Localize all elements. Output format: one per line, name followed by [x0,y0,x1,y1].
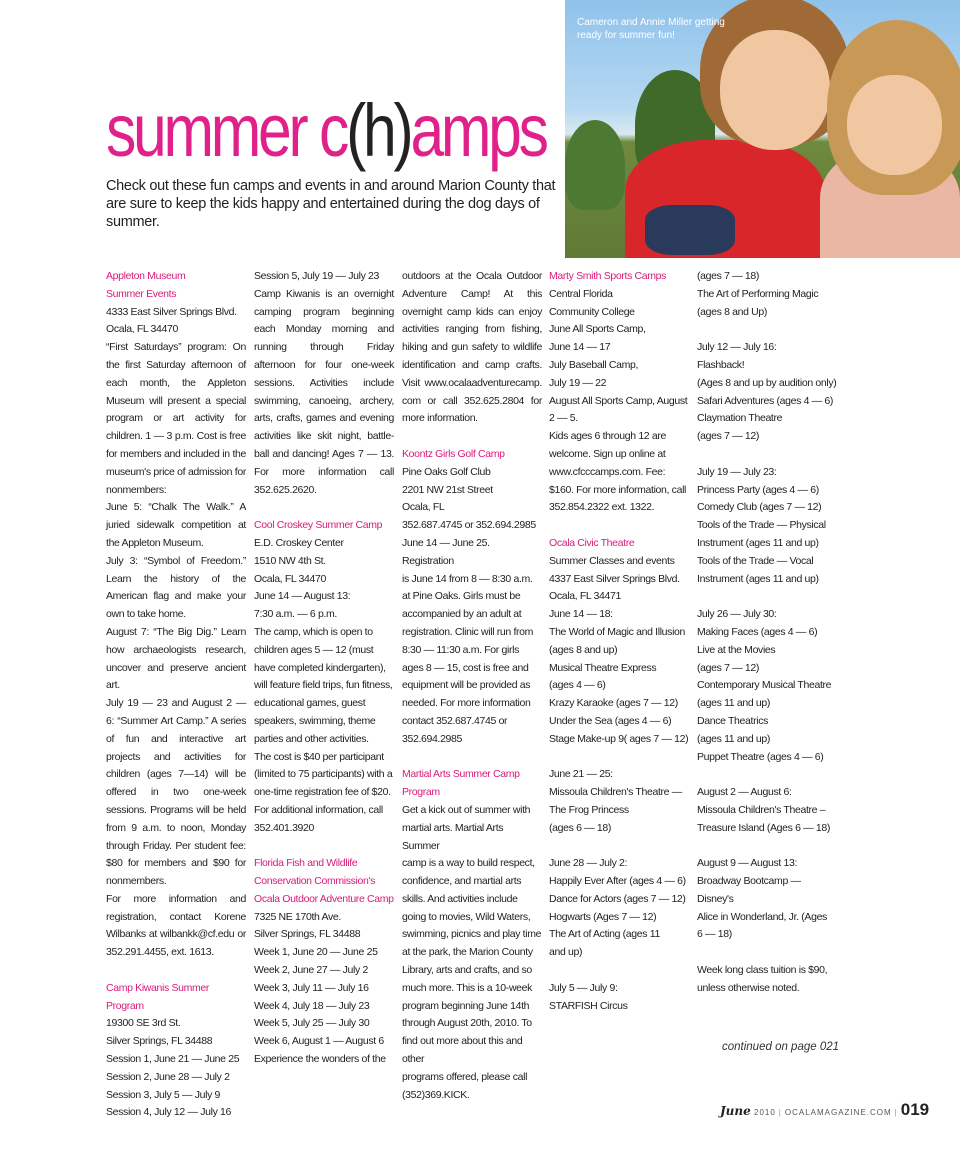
listing-line: registration. Clinic will run from [402,625,534,638]
listing-line: Get a kick out of summer with [402,803,531,816]
listing-heading: Conservation Commission's [254,875,376,888]
listing-line: Dance Theatrics [697,714,769,727]
listing-line: June 14 — 17 [549,341,611,354]
listing-line: For additional information, call [254,803,383,816]
title-part-3: amps [410,89,546,172]
listing-heading: Camp Kiwanis Summer Program [106,981,210,1012]
listing-line: 352.694.2985 [402,732,463,745]
listing-line: program beginning June 14th [402,999,530,1012]
listing-line: 4333 East Silver Springs Blvd. [106,305,237,318]
listing-line: June 21 — 25: [549,768,613,781]
listing-line: June 14 — August 13: [254,590,351,603]
listing-line: Comedy Club (ages 7 — 12) [697,501,822,514]
listing-line: 352.687.4745 or 352.694.2985 [402,519,536,532]
listing-line: www.cfcccamps.com. Fee: [549,465,666,478]
listing-line: Session 3, July 5 — July 9 [106,1088,221,1101]
listing-heading: Ocala Outdoor Adventure Camp [254,892,394,905]
footer-month: June [720,1104,751,1118]
listing-line: Silver Springs, FL 34488 [254,928,361,941]
listing-line: July 26 — July 30: [697,608,777,621]
listing-line: (ages 8 and Up) [697,305,768,318]
listing-line: Week 6, August 1 — August 6 [254,1035,384,1048]
listing-line: 7:30 a.m. — 6 p.m. [254,608,337,621]
listing-line: at the park, the Marion County [402,946,533,959]
listing-line: 1510 NW 4th St. [254,554,326,567]
listing-line: 2201 NW 21st Street [402,483,493,496]
block-spacer [106,962,246,980]
listing-line: Missoula Children's Theatre – [697,803,826,816]
footer-separator: | [894,1108,898,1117]
listing-line: Community College [549,305,635,318]
listing-line: have completed kindergarten), [254,661,386,674]
listing-line: martial arts. Martial Arts Summer [402,821,504,852]
body-paragraph: outdoors at the Ocala Outdoor Adventure Camp! At this overnight camp kids can enjoy activities ranging from fishing, hiking and gun safety to wildlife identification and camp crafts. Visit www.ocalaadventurecamp. com or call 352.625.2804 for more information. [402,270,542,425]
listing-line: Session 2, June 28 — July 2 [106,1070,230,1083]
listing-line: July 5 — July 9: [549,981,618,994]
listing-line: Silver Springs, FL 34488 [106,1035,213,1048]
listing-line: unless otherwise noted. [697,981,800,994]
listing-line: The Frog Princess [549,803,629,816]
listing-line: August 2 — August 6: [697,786,792,799]
listing-line: Pine Oaks Golf Club [402,465,491,478]
listing-line: is June 14 from 8 — 8:30 a.m. [402,572,533,585]
listing-line: (Ages 8 and up by audition only) [697,376,837,389]
listing-line: The Art of Acting (ages 11 [549,928,660,941]
listing-line: equipment will be provided as [402,679,531,692]
listing-line: Making Faces (ages 4 — 6) [697,625,818,638]
listing-line: Alice in Wonderland, Jr. (Ages [697,910,827,923]
listing-line: parties and other activities. [254,732,369,745]
listing-line: July Baseball Camp, [549,358,639,371]
listing-line: Week 5, July 25 — July 30 [254,1017,370,1030]
block-spacer [549,838,689,856]
listing-line: Contemporary Musical Theatre [697,679,832,692]
block-spacer [697,838,837,856]
listing-line: (ages 11 and up) [697,697,771,710]
listing-line: The camp, which is open to [254,625,373,638]
listing-line: Ocala, FL [402,501,445,514]
body-paragraph: Camp Kiwanis is an overnight camping program beginning each Monday morning and running through Friday afternoon for four one-week sessions. Activities include swimming, canoeing, archery, arts, crafts, games and evening activities like skit night, battle-ball and dancing! Ages 7 — 13. For more information call 352.625.2620. [254,287,394,496]
listing-line: Summer Classes and events [549,554,675,567]
footer-site: OCALAMAGAZINE.COM [784,1108,892,1117]
listing-line: Week 3, July 11 — July 16 [254,981,369,994]
listing-column-1 [106,268,246,1122]
listing-line: 7325 NE 170th Ave. [254,910,341,923]
listing-line: $160. For more information, call [549,483,687,496]
title-part-1: summer c [106,89,347,172]
listing-line: ages 8 — 15, cost is free and [402,661,529,674]
listing-line: Instrument (ages 11 and up) [697,572,819,585]
listing-line: Under the Sea (ages 4 — 6) [549,714,672,727]
listing-line: Instrument (ages 11 and up) [697,536,819,549]
listing-line: one-time registration fee of $20. [254,786,391,799]
block-spacer [697,446,837,464]
listing-line: skills. And activities include [402,892,518,905]
listing-line: contact 352.687.4745 or [402,714,508,727]
listing-line: confidence, and martial arts [402,875,522,888]
listing-line: (ages 6 — 18) [549,821,611,834]
listing-line: June 14 — June 25. Registration [402,536,490,567]
page-title [106,86,546,176]
body-paragraph: “First Saturdays” program: On the first Saturday afternoon of each month, the Appleton Museum will present a special program or art activity for children. 1 — 3 p.m. Cost is free for members and included in the museum's price of admission for nonmembers: [106,341,246,496]
listing-line: at Pine Oaks. Girls must be [402,590,521,603]
listing-line: children ages 5 — 12 (must [254,643,374,656]
block-spacer [549,962,689,980]
photo-caption: Cameron and Annie Miller getting ready for summer fun! [577,17,725,41]
block-spacer [697,321,837,339]
block-spacer [549,749,689,767]
footer-separator: | [778,1108,782,1117]
listing-line: much more. This is a 10-week [402,981,533,994]
footer-year: 2010 [754,1108,776,1117]
listing-line: (ages 7 — 12) [697,430,759,443]
listing-line: and up) [549,946,583,959]
listing-line: (ages 11 and up) [697,732,771,745]
listing-line: Stage Make-up 9( ages 7 — 12) [549,732,689,745]
listing-line: June 14 — 18: [549,608,613,621]
body-paragraph: July 19 — 23 and August 2 — 6: “Summer Art Camp.” A series of fun and interactive art projects and activities for children (ages 7—14) will be offered in two one-week sessions. Programs will be held from 9 a.m. to noon, Monday through Friday. Per student fee: $80 for members and $90 for nonmembers. [106,697,246,888]
listing-line: Hogwarts (Ages 7 — 12) [549,910,657,923]
body-paragraph: June 5: “Chalk The Walk.” A juried sidewalk competition at the Appleton Museum. [106,501,246,549]
listing-line: STARFISH Circus [549,999,628,1012]
listing-line: Missoula Children's Theatre — [549,786,682,799]
listing-heading: Cool Croskey Summer Camp [254,519,383,532]
listing-line: Treasure Island (Ages 6 — 18) [697,821,831,834]
page-number: 019 [900,1100,930,1119]
listing-line: July 12 — July 16: [697,341,777,354]
listing-line: programs offered, please call [402,1070,528,1083]
listing-line: Session 4, July 12 — July 16 [106,1106,232,1119]
listing-line: educational games, guest [254,697,366,710]
listing-column-2 [254,268,394,1069]
listing-line: Week 4, July 18 — July 23 [254,999,370,1012]
listing-line: 2 — 5. [549,412,578,425]
body-paragraph: August 7: “The Big Dig.” Learn how archaeologists research, uncover and preserve ancient art. [106,625,246,692]
page-footer [720,1100,929,1120]
listing-line: going to movies, Wild Waters, [402,910,531,923]
listing-line: Safari Adventures (ages 4 — 6) [697,394,833,407]
listing-line: Live at the Movies [697,643,776,656]
listing-heading: Program [402,786,440,799]
body-paragraph: For more information and registration, contact Korene Wilbanks at wilbankk@cf.edu or 352.291.4455, ext. 1613. [106,892,246,959]
block-spacer [697,766,837,784]
listing-line: 19300 SE 3rd St. [106,1017,181,1030]
listing-line: Central Florida [549,287,613,300]
listing-line: needed. For more information [402,697,531,710]
listing-line: June 28 — July 2: [549,857,628,870]
listing-line: Session 5, July 19 — July 23 [254,270,380,282]
boy-face-shape [720,30,830,150]
listing-line: Happily Ever After (ages 4 — 6) [549,875,686,888]
listing-heading: Koontz Girls Golf Camp [402,447,505,460]
shorts-shape [645,205,735,255]
body-paragraph: July 3: “Symbol of Freedom.” Learn the history of the American flag and make your own to take home. [106,554,246,621]
listing-line: accompanied by an adult at [402,608,522,621]
listing-line: Puppet Theatre (ages 4 — 6) [697,750,824,763]
listing-line: Ocala, FL 34471 [549,590,621,603]
block-spacer [254,838,394,856]
listing-line: Tools of the Trade — Physical [697,519,826,532]
block-spacer [254,499,394,517]
listing-line: find out more about this and other [402,1035,523,1066]
listing-line: June All Sports Camp, [549,323,646,336]
listing-heading: Florida Fish and Wildlife [254,857,358,870]
listing-line: The World of Magic and Illusion [549,625,686,638]
body-paragraph: Experience the wonders of the [254,1053,386,1066]
listing-line: will feature field trips, fun fitness, [254,679,393,692]
listing-heading: Appleton Museum [106,270,186,282]
listing-line: August 9 — August 13: [697,857,798,870]
listing-line: 6 — 18) [697,928,732,941]
listing-line: 352.401.3920 [254,821,315,834]
listing-line: Princess Party (ages 4 — 6) [697,483,819,496]
listing-line: (ages 4 — 6) [549,679,606,692]
listing-heading: Martial Arts Summer Camp [402,768,520,781]
listing-line: Kids ages 6 through 12 are [549,430,666,443]
listing-line: Library, arts and crafts, and so [402,964,532,977]
listing-line: (limited to 75 participants) with a [254,768,393,781]
listing-line: (ages 7 — 12) [697,661,759,674]
listing-line: August All Sports Camp, August [549,394,688,407]
listing-line: 8:30 — 11:30 a.m. For girls [402,643,519,656]
listing-line: speakers, swimming, theme [254,714,376,727]
listing-line: Week 1, June 20 — June 25 [254,946,378,959]
listing-line: Claymation Theatre [697,412,783,425]
listing-line: Week long class tuition is $90, [697,964,828,977]
listing-line: Ocala, FL 34470 [254,572,326,585]
listing-heading: Summer Events [106,287,177,300]
listing-line: swimming, picnics and play time [402,928,542,941]
listing-line: The cost is $40 per participant [254,750,384,763]
listing-line: 352.854.2322 ext. 1322. [549,501,655,514]
listing-heading: Marty Smith Sports Camps [549,270,667,282]
listing-line: July 19 — July 23: [697,465,777,478]
block-spacer [402,428,542,446]
listing-line: July 19 — 22 [549,376,607,389]
listing-column-5 [697,268,837,998]
listing-line: Session 1, June 21 — June 25 [106,1053,240,1066]
listing-line: (ages 8 and up) [549,643,618,656]
listing-line: welcome. Sign up online at [549,447,666,460]
listing-line: E.D. Croskey Center [254,536,344,549]
intro-text: Check out these fun camps and events in and around Marion County that are sure to keep the kids happy and entertained during the dog days of summer. [106,178,556,230]
listing-line: through August 20th, 2010. To [402,1017,532,1030]
block-spacer [549,517,689,535]
listing-line: Tools of the Trade — Vocal [697,554,814,567]
block-spacer [697,944,837,962]
listing-line: 4337 East Silver Springs Blvd. [549,572,680,585]
title-part-2: (h) [346,89,411,172]
listing-column-4 [549,268,689,1015]
continued-note: continued on page 021 [722,1041,840,1053]
block-spacer [697,588,837,606]
listing-line: Week 2, June 27 — July 2 [254,964,368,977]
listing-line: Flashback! [697,358,745,371]
listing-line: Ocala, FL 34470 [106,323,178,336]
listing-line: The Art of Performing Magic [697,287,819,300]
block-spacer [402,749,542,767]
listing-line: (ages 7 — 18) [697,270,759,282]
listing-line: Krazy Karaoke (ages 7 — 12) [549,697,678,710]
listing-column-3 [402,268,542,1104]
listing-line: Dance for Actors (ages 7 — 12) [549,892,686,905]
listing-line: Musical Theatre Express [549,661,657,674]
listing-heading: Ocala Civic Theatre [549,536,635,549]
listing-line: camp is a way to build respect, [402,857,535,870]
listing-line: (352)369.KICK. [402,1088,470,1101]
girl-face-shape [847,75,942,175]
hero-photo [565,0,960,258]
listing-line: Broadway Bootcamp — Disney's [697,875,801,905]
